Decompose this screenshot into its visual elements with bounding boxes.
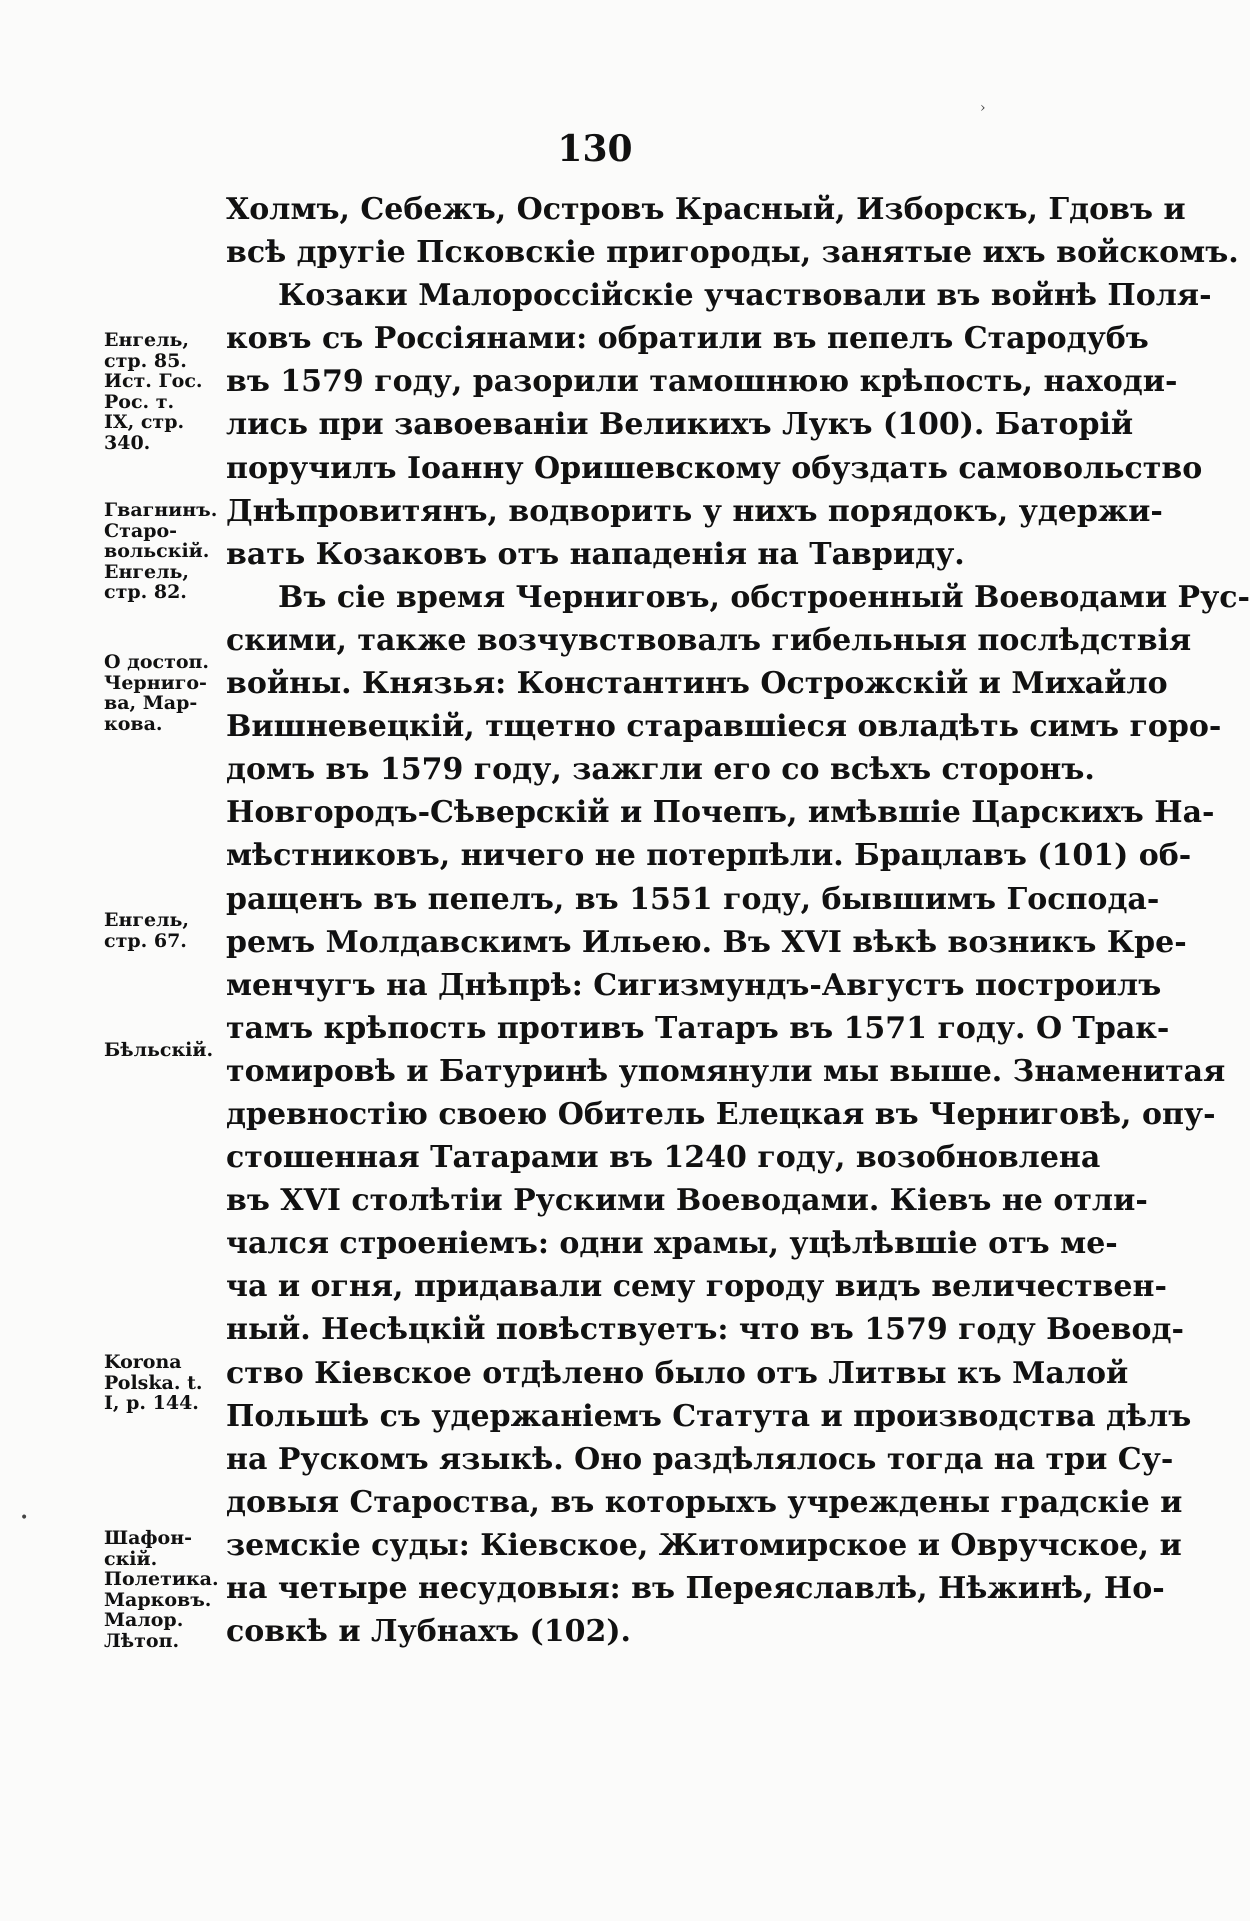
margin-note-line: Рос. т. (104, 390, 175, 413)
margin-note-line: Старо- (104, 519, 178, 542)
margin-note-line: Марковъ. (104, 1588, 212, 1611)
text-line: менчугъ на Днѣпрѣ: Сигизмундъ-Августъ построилъ (226, 967, 1162, 1003)
margin-note-line: кова. (104, 712, 163, 735)
note-o-dostop (104, 652, 209, 734)
text-line: Вишневецкій, тщетно старавшіеся овладѣть симъ горо- (226, 709, 1222, 745)
text-line: ство Кіевское отдѣлено было отъ Литвы къ Малой (226, 1355, 1129, 1391)
note-gvagnin (104, 500, 217, 603)
text-line: древностію своею Обитель Елецкая въ Черниговѣ, опу- (226, 1096, 1216, 1132)
margin-note-line: Енгель, (104, 909, 190, 931)
text-line: ный. Несѣцкій повѣствуетъ: что въ 1579 году Воевод- (226, 1312, 1184, 1348)
margin-note-line: стр. 82. (104, 581, 187, 603)
note-korona (104, 1352, 202, 1414)
text-line: Козаки Малороссійскіе участвовали въ войнѣ Поля- (278, 278, 1212, 314)
text-line: ковъ съ Россіянами: обратили въ пепелъ Стародубъ (226, 321, 1149, 357)
text-line: тамъ крѣпость противъ Татаръ въ 1571 году. О Трак- (226, 1010, 1170, 1046)
text-line: ча и огня, придавали сему городу видъ величествен- (226, 1269, 1167, 1305)
margin-note-line: Гвагнинъ. (104, 499, 218, 521)
text-line: ремъ Молдавскимъ Ильею. Въ XVI вѣкѣ возникъ Кре- (226, 924, 1187, 960)
text-line: томировѣ и Батуринѣ упомянули мы выше. Знаменитая (226, 1053, 1226, 1089)
speck-mark: • (20, 1510, 29, 1526)
speck-mark: › (980, 100, 986, 116)
text-line: поручилъ Іоанну Оришевскому обуздать самовольство (226, 450, 1203, 486)
text-line: домъ въ 1579 году, зажгли его со всѣхъ сторонъ. (226, 752, 1095, 788)
text-line: скими, также возчувствовалъ гибельныя послѣдствія (226, 622, 1192, 658)
note-shafonskiy (104, 1528, 219, 1651)
text-line: на четыре несудовыя: въ Переяславлѣ, Нѣжинѣ, Но- (226, 1571, 1165, 1606)
margin-note-line: О достоп. (104, 651, 210, 673)
margin-note-line: стр. 67. (104, 929, 187, 952)
margin-note-line: Лѣтоп. (104, 1629, 180, 1652)
margin-notes (0, 0, 224, 1921)
margin-note-line: Polska. t. (104, 1371, 203, 1394)
text-line: довыя Староства, въ которыхъ учреждены градскіе и (226, 1484, 1183, 1520)
margin-note-line: ва, Мар- (104, 692, 198, 714)
text-line: земскіе суды: Кіевское, Житомирское и Овручское, и (226, 1527, 1182, 1563)
text-line: лись при завоеваніи Великихъ Лукъ (100). Баторій (226, 407, 1134, 443)
note-engel-85 (104, 330, 203, 453)
margin-note-line: Енгель, (104, 560, 190, 583)
text-line: всѣ другіе Псковскіе пригороды, занятые ихъ войскомъ. (226, 235, 1239, 271)
margin-note-line: 340. (104, 431, 151, 454)
text-line: Въ сіе время Черниговъ, обстроенный Воеводами Рус- (278, 579, 1250, 615)
margin-note-line: Енгель, (104, 329, 190, 351)
note-belskiy (104, 1040, 213, 1061)
margin-note-line: I, p. 144. (104, 1392, 199, 1414)
margin-note-line: вольскій. (104, 540, 210, 562)
margin-note-line: Шафон- (104, 1527, 193, 1549)
text-line: въ XVI столѣтіи Рускими Воеводами. Кіевъ не отли- (226, 1183, 1148, 1219)
text-line: вать Козаковъ отъ нападенія на Тавриду. (226, 536, 965, 572)
page-number: 130 (557, 128, 633, 170)
margin-note-line: Полетика. (104, 1568, 219, 1590)
margin-note-line: Бѣльскій. (104, 1039, 214, 1061)
margin-note-line: Малор. (104, 1609, 184, 1631)
text-line: мѣстниковъ, ничего не потерпѣли. Брацлавъ (101) об- (226, 838, 1192, 874)
note-engel-67 (104, 910, 189, 951)
text-line: стошенная Татарами въ 1240 году, возобновлена (226, 1140, 1101, 1176)
text-line: ращенъ въ пепелъ, въ 1551 году, бывшимъ Господа- (226, 881, 1160, 917)
margin-note-line: IX, стр. (104, 411, 185, 433)
margin-note-line: Ист. Гос. (104, 370, 203, 392)
text-line: Днѣпровитянъ, водворить у нихъ порядокъ, удержи- (226, 493, 1163, 529)
body-text (226, 188, 1250, 1653)
text-line: Холмъ, Себежъ, Островъ Красный, Изборскъ, Гдовъ и (226, 192, 1186, 227)
margin-note-line: Черниго- (104, 671, 207, 694)
text-line: чался строеніемъ: одни храмы, уцѣлѣвшіе отъ ме- (226, 1226, 1118, 1262)
text-line: войны. Князья: Константинъ Острожскій и Михайло (226, 666, 1168, 702)
text-line: Польшѣ съ удержаніемъ Статута и производства дѣлъ (226, 1398, 1192, 1434)
margin-note-line: скій. (104, 1547, 158, 1570)
margin-note-line: Korona (104, 1351, 182, 1373)
text-line: Новгородъ-Сѣверскій и Почепъ, имѣвшіе Царскихъ На- (226, 795, 1215, 831)
text-line: совкѣ и Лубнахъ (102). (226, 1614, 631, 1650)
text-line: въ 1579 году, разорили тамошнюю крѣпость, находи- (226, 364, 1178, 400)
text-line: на Рускомъ языкѣ. Оно раздѣлялось тогда на три Су- (226, 1441, 1174, 1477)
margin-note-line: стр. 85. (104, 349, 187, 372)
